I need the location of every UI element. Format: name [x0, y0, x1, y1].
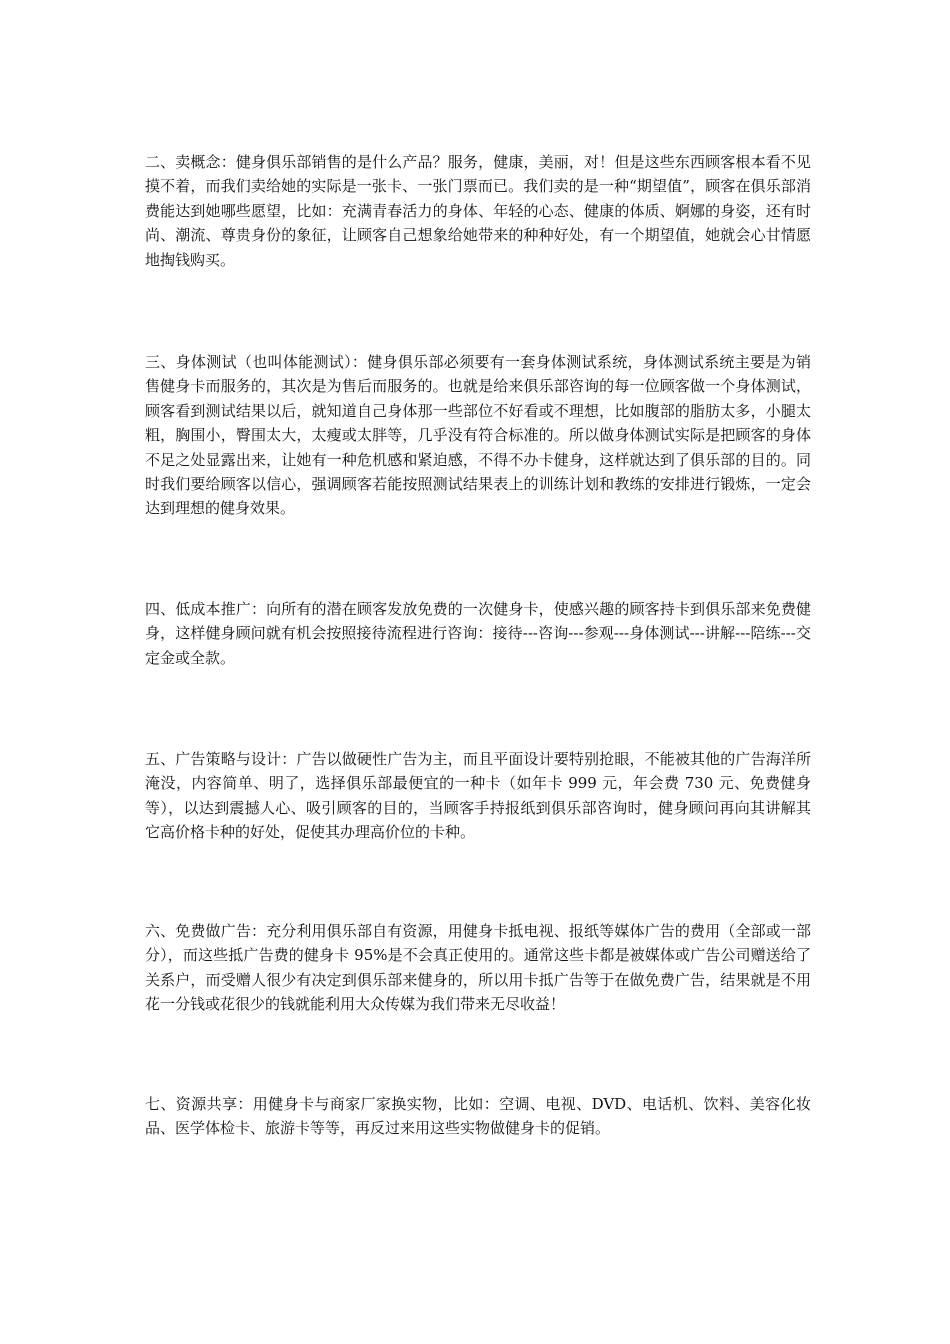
paragraph-sell-concept: 二、卖概念：健身俱乐部销售的是什么产品？服务，健康，美丽，对！但是这些东西顾客根本看不见摸不着，而我们卖给她的实际是一张卡、一张门票而已。我们卖的是一种“期望值”，顾客在俱乐部消费能达到她哪些愿望，比如：充满青春活力的身体、年轻的心态、健康的体质、婀娜的身姿，还有时尚、潮流、尊贵身份的象征，让顾客自己想象给她带来的种种好处，有一个期望值，她就会心甘情愿地掏钱购买。	[145, 153, 811, 269]
paragraph-low-cost-promotion: 四、低成本推广：向所有的潜在顾客发放免费的一次健身卡，使感兴趣的顾客持卡到俱乐部来免费健身，这样健身顾问就有机会按照接待流程进行咨询：接待---咨询---参观---身体测试---讲解---陪练---交定金或全款。	[145, 600, 811, 667]
paragraph-resource-sharing: 七、资源共享：用健身卡与商家厂家换实物，比如：空调、电视、DVD、电话机、饮料、美容化妆品、医学体检卡、旅游卡等等，再反过来用这些实物做健身卡的促销。	[145, 1095, 811, 1138]
paragraph-free-advertising: 六、免费做广告：充分利用俱乐部自有资源，用健身卡抵电视、报纸等媒体广告的费用（全部或一部分），而这些抵广告费的健身卡 95%是不会真正使用的。通常这些卡都是被媒体或广告公司赠送给了关系户，而受赠人很少有决定到俱乐部来健身的，所以用卡抵广告等于在做免费广告，结果就是不用花一分钱或花很少的钱就能利用大众传媒为我们带来无尽收益！	[145, 922, 811, 1014]
paragraph-body-test: 三、身体测试（也叫体能测试）：健身俱乐部必须要有一套身体测试系统，身体测试系统主要是为销售健身卡而服务的，其次是为售后而服务的。也就是给来俱乐部咨询的每一位顾客做一个身体测试，顾客看到测试结果以后，就知道自己身体那一些部位不好看或不理想，比如腹部的脂肪太多，小腿太粗，胸围小，臀围太大，太瘦或太胖等，几乎没有符合标准的。所以做身体测试实际是把顾客的身体不足之处显露出来，让她有一种危机感和紧迫感，不得不办卡健身，这样就达到了俱乐部的目的。同时我们要给顾客以信心，强调顾客若能按照测试结果表上的训练计划和教练的安排进行锻炼，一定会达到理想的健身效果。	[145, 353, 811, 518]
paragraph-ad-strategy: 五、广告策略与设计：广告以做硬性广告为主，而且平面设计要特别抢眼，不能被其他的广告海洋所淹没，内容简单、明了，选择俱乐部最便宜的一种卡（如年卡 999 元，年会费 730 元、免费健身等），以达到震撼人心、吸引顾客的目的，当顾客手持报纸到俱乐部咨询时，健身顾问再向其讲解其它高价格卡种的好处，促使其办理高价位的卡种。	[145, 750, 811, 842]
